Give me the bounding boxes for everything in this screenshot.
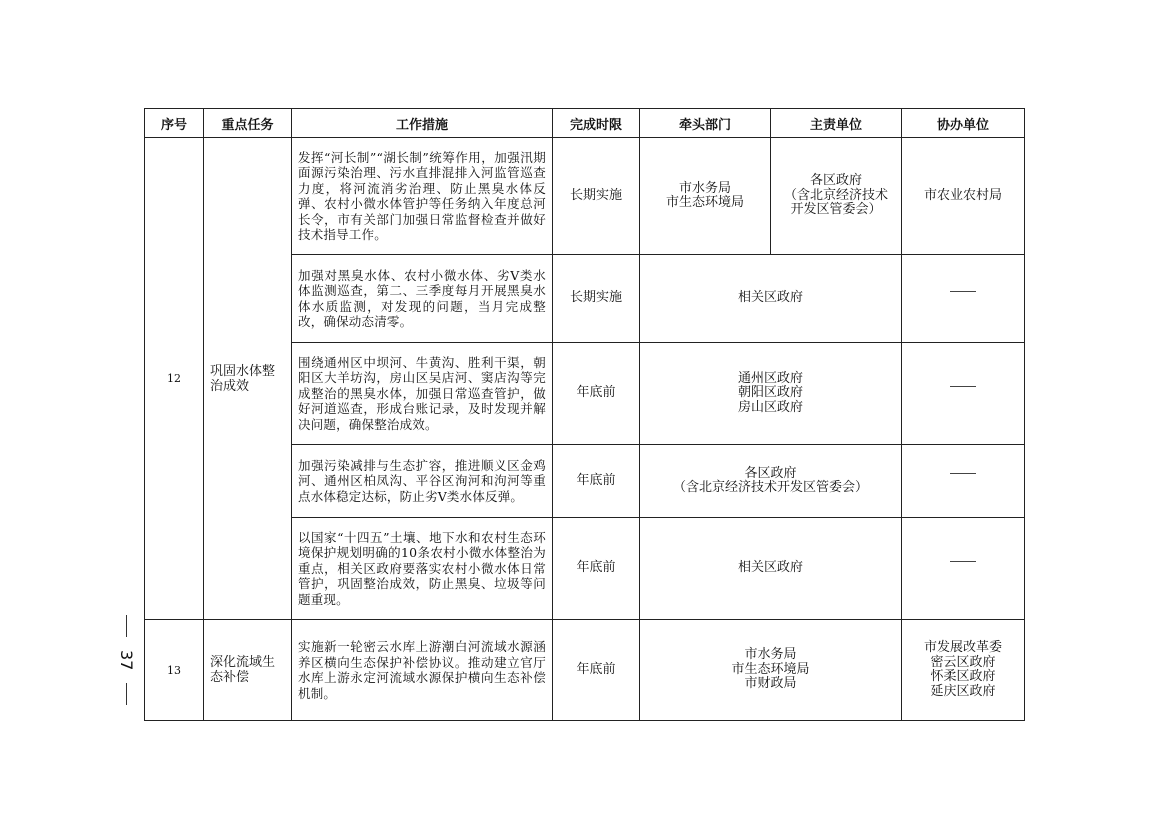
header-responsible: 主责单位	[771, 109, 902, 138]
department-line: 通州区政府	[737, 370, 803, 386]
dash-mark	[950, 386, 976, 402]
department-line: 相关区政府	[737, 560, 803, 576]
department-line: 相关区政府	[737, 290, 803, 306]
measure-cell: 发挥“河长制”“湖长制”统筹作用，加强汛期面源污染治理、污水直排混排入河监管巡查力度，将河流消劣治理、防止黑臭水体反弹、农村小微水体管护等任务纳入年度总河长令，市有关部门加强日常监督检查并做好技术指导工作。	[292, 138, 553, 255]
measure-cell: 加强对黑臭水体、农村小微水体、劣Ⅴ类水体监测巡查，第二、三季度每月开展黑臭水体水质监测，对发现的问题，当月完成整改，确保动态清零。	[292, 255, 553, 343]
measure-cell: 加强污染减排与生态扩容，推进顺义区金鸡河、通州区柏凤沟、平谷区洵河和泃河等重点水体稳定达标，防止劣Ⅴ类水体反弹。	[292, 445, 553, 518]
responsible-line: （含北京经济技术	[783, 187, 888, 203]
task-table	[144, 108, 1025, 721]
seq-cell: 13	[145, 620, 204, 721]
lead-line: 市生态环境局	[665, 195, 744, 210]
header-measure: 工作措施	[292, 109, 553, 138]
page-number-text: 37	[117, 649, 136, 671]
measure-cell: 以国家“十四五”土壤、地下水和农村生态环境保护规划明确的10条农村小微水体整治为重点，相关区政府要落实农村小微水体日常管护，巩固整治成效，防止黑臭、垃圾等问题重现。	[292, 518, 553, 620]
department-line: （含北京经济技术开发区管委会）	[672, 480, 868, 495]
department-cell	[640, 445, 902, 518]
lead-line: 市水务局	[678, 180, 731, 196]
deadline-cell: 年底前	[553, 620, 640, 721]
department-cell	[640, 343, 902, 445]
table-row	[145, 138, 1025, 255]
task-cell: 巩固水体整治成效	[204, 138, 292, 620]
assist-line: 延庆区政府	[930, 683, 996, 699]
dash-mark	[950, 473, 976, 489]
deadline-cell: 长期实施	[553, 255, 640, 343]
assist-cell	[902, 343, 1025, 445]
department-cell	[640, 620, 902, 721]
department-cell	[640, 518, 902, 620]
dash-mark	[950, 291, 976, 307]
department-line: 市水务局	[744, 647, 797, 663]
page-number-rule	[126, 683, 127, 705]
department-line: 朝阳区政府	[737, 385, 803, 401]
header-task: 重点任务	[204, 109, 292, 138]
assist-cell	[902, 255, 1025, 343]
department-line: 房山区政府	[737, 399, 803, 415]
deadline-cell: 年底前	[553, 445, 640, 518]
header-seq: 序号	[145, 109, 204, 138]
assist-line: 密云区政府	[930, 654, 996, 670]
responsible-line: 各区政府	[809, 173, 862, 189]
page-number-rule	[126, 615, 127, 637]
assist-cell: 市农业农村局	[902, 138, 1025, 255]
assist-cell	[902, 518, 1025, 620]
assist-cell	[902, 445, 1025, 518]
department-line: 市生态环境局	[731, 661, 810, 677]
assist-line: 市发展改革委	[923, 640, 1002, 655]
header-lead: 牵头部门	[640, 109, 771, 138]
header-assist: 协办单位	[902, 109, 1025, 138]
department-cell	[640, 255, 902, 343]
assist-line: 怀柔区政府	[930, 669, 996, 684]
lead-cell	[640, 138, 771, 255]
responsible-line: 开发区管委会）	[790, 202, 882, 218]
deadline-cell: 年底前	[553, 518, 640, 620]
responsible-cell	[771, 138, 902, 255]
deadline-cell: 长期实施	[553, 138, 640, 255]
dash-mark	[950, 561, 976, 577]
department-line: 市财政局	[744, 676, 797, 692]
measure-cell: 实施新一轮密云水库上游潮白河流域水源涵养区横向生态保护补偿协议。推动建立官厅水库上游永定河流域水源保护横向生态补偿机制。	[292, 620, 553, 721]
deadline-cell: 年底前	[553, 343, 640, 445]
table-row	[145, 620, 1025, 721]
measure-cell: 围绕通州区中坝河、牛黄沟、胜利干渠，朝阳区大羊坊沟，房山区吴店河、窦店沟等完成整治的黑臭水体，加强日常巡查管护，做好河道巡查，形成台账记录，及时发现并解决问题，确保整治成效。	[292, 343, 553, 445]
seq-cell: 12	[145, 138, 204, 620]
header-row	[145, 109, 1025, 138]
task-cell: 深化流域生态补偿	[204, 620, 292, 721]
department-line: 各区政府	[744, 465, 797, 481]
header-deadline: 完成时限	[553, 109, 640, 138]
assist-cell	[902, 620, 1025, 721]
page-number	[114, 615, 138, 705]
